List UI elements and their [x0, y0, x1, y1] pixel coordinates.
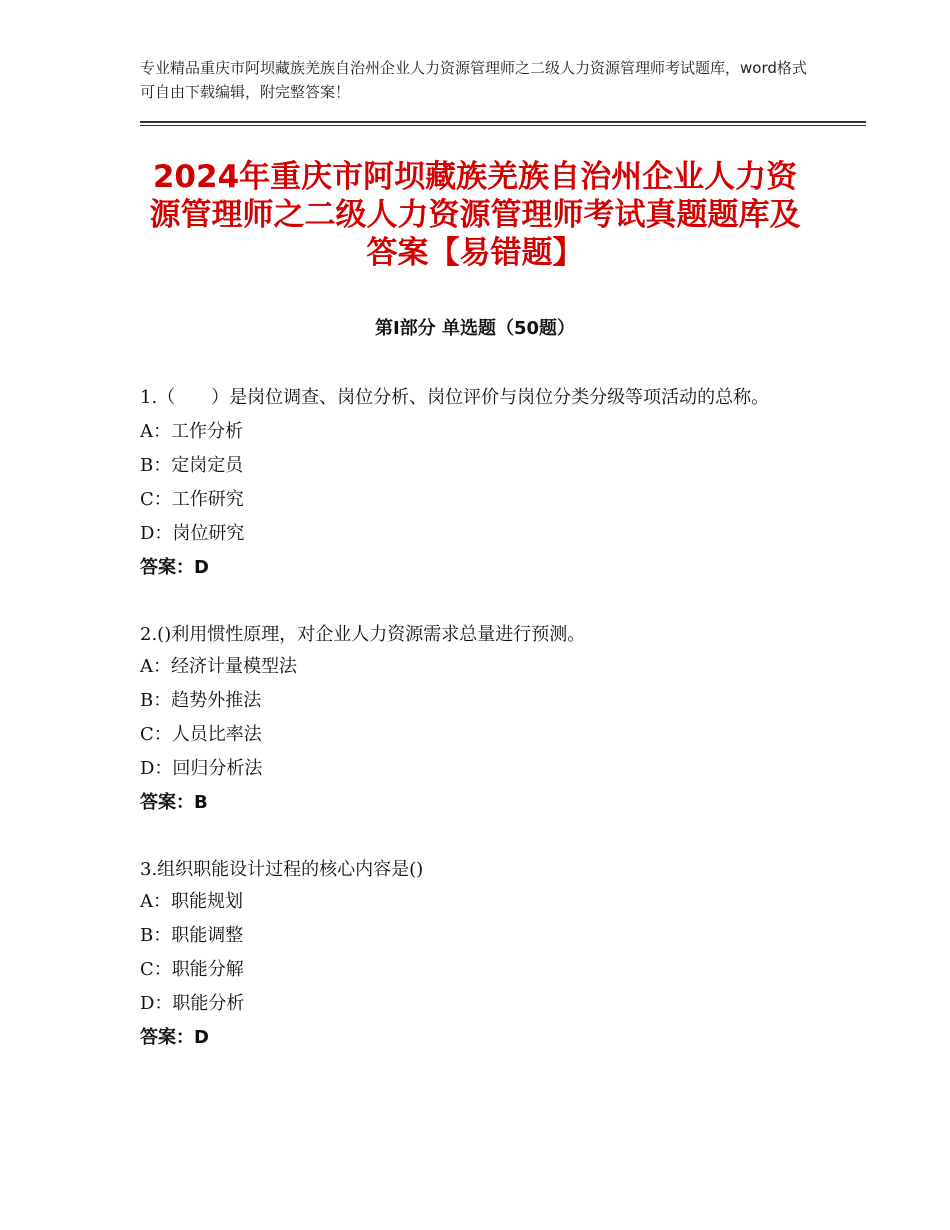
document-title: 2024年重庆市阿坝藏族羌族自治州企业人力资源管理师之二级人力资源管理师考试真题题库及答案【易错题】 [149, 159, 801, 271]
question-list [140, 383, 820, 1090]
option-a: A：经济计量模型法 [140, 656, 297, 677]
question-3 [140, 855, 820, 1055]
option-d: D：回归分析法 [140, 758, 263, 779]
question-stem: 3.组织职能设计过程的核心内容是() [140, 859, 424, 880]
option-d: D：岗位研究 [140, 523, 245, 544]
section-heading: 第Ⅰ部分 单选题（50题） [374, 318, 575, 339]
option-b: B：定岗定员 [140, 455, 244, 476]
option-a: A：工作分析 [140, 421, 243, 442]
option-d: D：职能分析 [140, 993, 245, 1014]
header-note: 专业精品重庆市阿坝藏族羌族自治州企业人力资源管理师之二级人力资源管理师考试题库，word格式可自由下载编辑，附完整答案！ [140, 59, 807, 101]
question-2 [140, 620, 820, 820]
header-divider-thick [140, 121, 866, 123]
option-c: C：职能分解 [140, 959, 244, 980]
question-stem: 1.（ ）是岗位调查、岗位分析、岗位评价与岗位分类分级等项活动的总称。 [140, 387, 770, 408]
option-c: C：工作研究 [140, 489, 244, 510]
option-b: B：趋势外推法 [140, 690, 262, 711]
answer: 答案：D [140, 1027, 209, 1048]
answer: 答案：B [140, 792, 208, 813]
question-1 [140, 383, 820, 585]
header-divider-thin [140, 125, 866, 126]
answer: 答案：D [140, 557, 209, 578]
option-a: A：职能规划 [140, 891, 243, 912]
option-c: C：人员比率法 [140, 724, 262, 745]
option-b: B：职能调整 [140, 925, 244, 946]
question-stem: 2.()利用惯性原理，对企业人力资源需求总量进行预测。 [140, 624, 586, 645]
